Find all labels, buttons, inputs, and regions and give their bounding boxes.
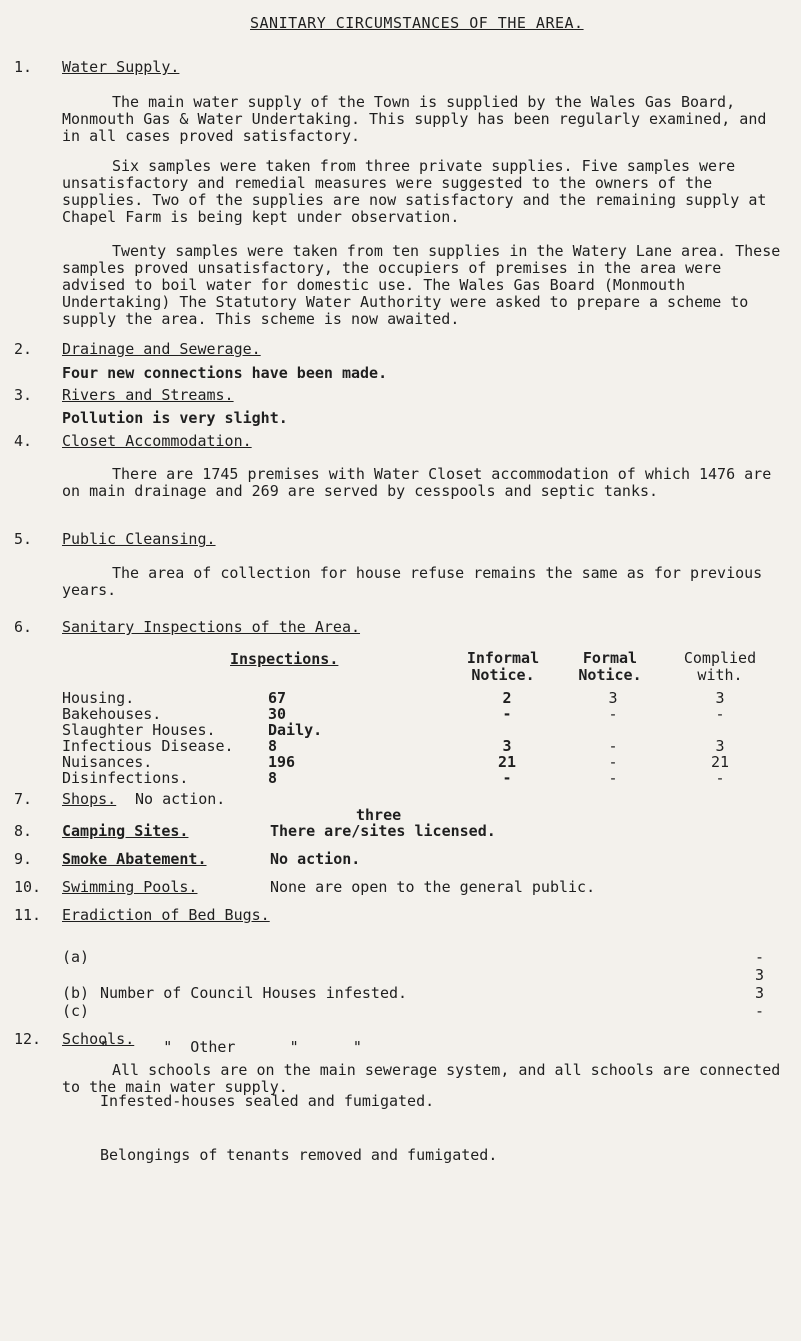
list-item: Belongings of tenants removed and fumigated. (100, 1146, 498, 1164)
section-4-heading: Closet Accommodation. (62, 432, 252, 450)
table-row: Slaughter Houses. (62, 721, 216, 739)
table-header-informal-notice (448, 650, 558, 684)
table-cell: Daily. (268, 721, 323, 739)
section-1-paragraph-2: Six samples were taken from three private supplies. Five samples were unsatisfactory and remedial measures were suggested to the owners of the supplies. Two of the supplies are now satisfactory and the remaining supply at Chapel Farm is being kept under observation. (62, 157, 767, 226)
table-header-informal-notice-label: Informal Notice. (466, 649, 540, 684)
table-row: Nuisances. (62, 753, 153, 771)
table-header-complied-with (665, 650, 775, 684)
list-item (62, 966, 89, 984)
table-column-informal (472, 690, 542, 786)
table-cell: 67 (268, 689, 287, 707)
table-cell (578, 722, 648, 738)
section-10-text: None are open to the general public. (270, 878, 596, 896)
section-6-heading: Sanitary Inspections of the Area. (62, 618, 361, 636)
list-item: (a) (62, 948, 90, 966)
list-item: (b) (62, 984, 90, 1002)
section-9-number: 9. (14, 850, 33, 868)
table-cell: - (715, 705, 725, 723)
table-cell: - (608, 737, 618, 755)
table-header-formal-notice-label: Formal Notice. (578, 649, 642, 684)
section-2-text: Four new connections have been made. (62, 364, 388, 382)
table-cell: - (608, 705, 618, 723)
section-1-number: 1. (14, 58, 33, 76)
section-7-text: No action. (135, 790, 226, 808)
table-cell: - (502, 769, 512, 787)
section-5-text: The area of collection for house refuse remains the same as for previous years. (62, 564, 763, 599)
table-cell: - (715, 769, 725, 787)
section-9-heading: Smoke Abatement. (62, 850, 207, 868)
bed-bugs-labels (62, 948, 89, 1020)
table-cell: 196 (268, 753, 296, 771)
section-8-number: 8. (14, 822, 33, 840)
table-cell: 8 (268, 737, 278, 755)
table-header-inspections: Inspections. (230, 650, 339, 668)
table-cell: 3 (715, 737, 725, 755)
section-12-number: 12. (14, 1030, 42, 1048)
section-3-heading: Rivers and Streams. (62, 386, 234, 404)
list-item: Number of Council Houses infested. (100, 984, 408, 1002)
table-header-formal-notice (560, 650, 660, 684)
section-3-text: Pollution is very slight. (62, 409, 288, 427)
table-cell: 3 (502, 737, 512, 755)
table-column-complied (685, 690, 755, 786)
section-1-heading: Water Supply. (62, 58, 180, 76)
section-6-number: 6. (14, 618, 33, 636)
table-row: Infectious Disease. (62, 737, 234, 755)
list-item: Infested-houses sealed and fumigated. (100, 1092, 435, 1110)
table-cell: 21 (497, 753, 517, 771)
list-item: - (755, 1002, 765, 1020)
list-item: - (755, 948, 765, 966)
section-1-paragraph-1: The main water supply of the Town is supplied by the Wales Gas Board, Monmouth Gas & Water Undertaking. This supply has been regularly examined, and in all cases proved satisfactory. (62, 93, 767, 145)
table-cell: 30 (268, 705, 287, 723)
section-5-number: 5. (14, 530, 33, 548)
table-cell: - (502, 705, 512, 723)
table-cell (472, 722, 542, 738)
section-2-number: 2. (14, 340, 33, 358)
section-4-text: There are 1745 premises with Water Closet accommodation of which 1476 are on main drainage and 269 are served by cesspools and septic tanks. (62, 465, 772, 500)
table-cell: 2 (502, 689, 512, 707)
section-7-number: 7. (14, 790, 33, 808)
table-cell: 21 (710, 753, 730, 771)
section-8-insertion: three (356, 806, 402, 824)
section-8-text: There are/sites licensed. (270, 822, 496, 840)
section-4-number: 4. (14, 432, 33, 450)
section-9-text: No action. (270, 850, 361, 868)
table-cell: - (608, 769, 618, 787)
list-item: " " Other " " (100, 1038, 362, 1056)
table-column-formal (578, 690, 648, 786)
table-cell: 3 (608, 689, 618, 707)
list-item: 3 (755, 984, 765, 1002)
list-item: (c) (62, 1002, 90, 1020)
section-10-heading: Swimming Pools. (62, 878, 198, 896)
section-11-heading: Eradiction of Bed Bugs. (62, 906, 270, 924)
section-11-number: 11. (14, 906, 42, 924)
section-12-heading: Schools. (62, 1030, 135, 1048)
table-column-inspections (268, 690, 322, 786)
section-5-heading: Public Cleansing. (62, 530, 216, 548)
bed-bugs-values (755, 948, 764, 1020)
table-cell: - (608, 753, 618, 771)
table-cell: 8 (268, 769, 278, 787)
section-8-heading: Camping Sites. (62, 822, 189, 840)
page-title: SANITARY CIRCUMSTANCES OF THE AREA. (250, 14, 584, 32)
table-cell: 3 (715, 689, 725, 707)
section-12-text: All schools are on the main sewerage system, and all schools are connected to the main water supply. (62, 1061, 781, 1096)
table-row: Housing. (62, 689, 135, 707)
section-10-number: 10. (14, 878, 42, 896)
section-3-number: 3. (14, 386, 33, 404)
table-cell (685, 722, 755, 738)
table-row-labels (62, 690, 234, 786)
section-1-paragraph-3: Twenty samples were taken from ten supplies in the Watery Lane area. These samples proved unsatisfactory, the occupiers of premises in the area were advised to boil water for domestic use. The Wales Gas Board (Monmouth Undertaking) The Statutory Water Authority were asked to prepare a scheme to supply the area. This scheme is now awaited. (62, 242, 781, 328)
section-7-heading: Shops. (62, 790, 117, 808)
section-2-heading: Drainage and Sewerage. (62, 340, 261, 358)
table-header-complied-with-label: Complied with. (683, 649, 757, 684)
table-row: Bakehouses. (62, 705, 162, 723)
list-item: 3 (755, 966, 765, 984)
table-row: Disinfections. (62, 769, 189, 787)
